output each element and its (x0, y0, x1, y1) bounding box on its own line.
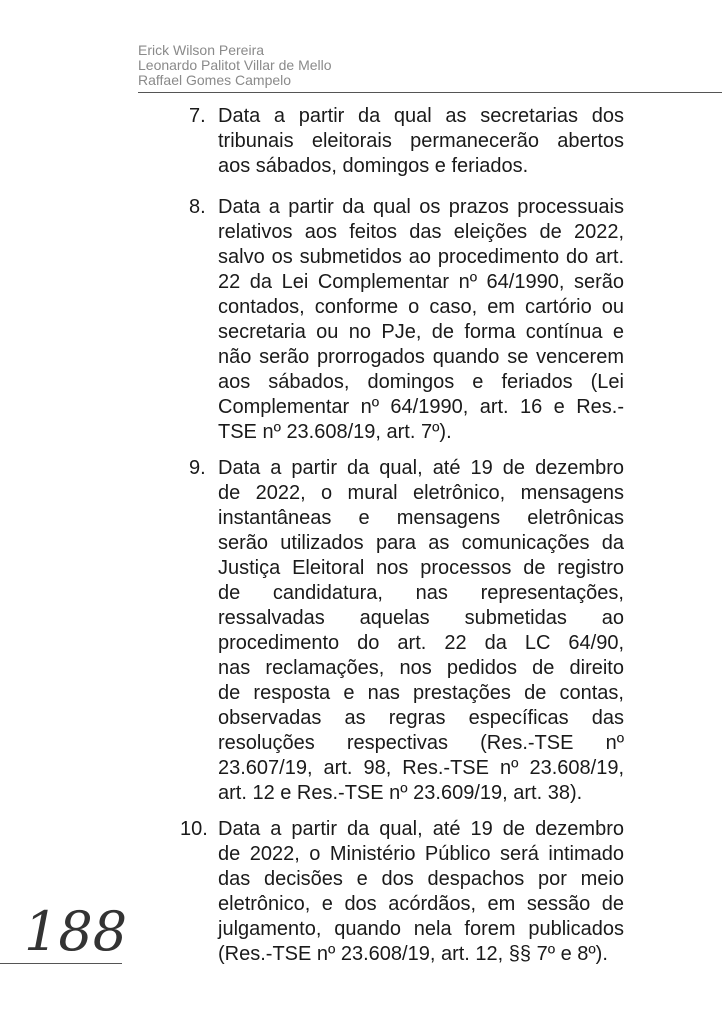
text-line: Data a partir da qual, até 19 de dezembro (218, 818, 624, 840)
item-number: 10. (180, 818, 208, 840)
header-divider (138, 92, 722, 93)
text-line: Data a partir da qual os prazos processuais (218, 196, 624, 218)
item-number: 7. (189, 105, 206, 127)
text-line: 22 da Lei Complementar nº 64/1990, serão (218, 271, 624, 293)
text-line: não serão prorrogados quando se vencerem (218, 346, 624, 368)
author-name: Raffael Gomes Campelo (138, 72, 292, 88)
item-number: 8. (189, 196, 206, 218)
text-line: Data a partir da qual, até 19 de dezembro (218, 457, 624, 479)
text-line: instantâneas e mensagens eletrônicas (218, 507, 624, 529)
text-line: relativos aos feitos das eleições de 2022, (218, 221, 624, 243)
text-line: secretaria ou no PJe, de forma contínua e (218, 321, 624, 343)
text-line: procedimento do art. 22 da LC 64/90, (218, 632, 624, 654)
text-line: contados, conforme o caso, em cartório ou (218, 296, 624, 318)
item-text (218, 456, 624, 806)
text-line: aos sábados, domingos e feriados. (218, 155, 529, 177)
text-line: de resposta e nas prestações de contas, (218, 682, 624, 704)
item-text (218, 104, 624, 179)
text-line: das decisões e dos despachos por meio (218, 868, 624, 890)
text-line: TSE nº 23.608/19, art. 7º). (218, 421, 452, 443)
text-line: (Res.-TSE nº 23.608/19, art. 12, §§ 7º e 8º). (218, 943, 608, 965)
text-line: resoluções respectivas (Res.-TSE nº (218, 732, 624, 754)
text-line: Justiça Eleitoral nos processos de registro (218, 557, 624, 579)
author-name: Erick Wilson Pereira (138, 42, 265, 58)
item-number: 9. (189, 457, 206, 479)
text-line: serão utilizados para as comunicações da (218, 532, 624, 554)
text-line: eletrônico, e dos acórdãos, em sessão de (218, 893, 624, 915)
text-line: salvo os submetidos ao procedimento do art. (218, 246, 624, 268)
text-line: nas reclamações, nos pedidos de direito (218, 657, 624, 679)
page-number: 188 (24, 900, 128, 963)
text-line: 23.607/19, art. 98, Res.-TSE nº 23.608/19, (218, 757, 624, 779)
text-line: observadas as regras específicas das (218, 707, 624, 729)
author-name: Leonardo Palitot Villar de Mello (138, 57, 332, 73)
text-line: de 2022, o Ministério Público será intimado (218, 843, 624, 865)
text-line: art. 12 e Res.-TSE nº 23.609/19, art. 38). (218, 782, 583, 804)
text-line: de 2022, o mural eletrônico, mensagens (218, 482, 624, 504)
text-line: Complementar nº 64/1990, art. 16 e Res.- (218, 396, 624, 418)
text-line: ressalvadas aquelas submetidas ao (218, 607, 624, 629)
text-line: julgamento, quando nela forem publicados (218, 918, 624, 940)
item-text (218, 817, 624, 967)
running-header (138, 43, 332, 88)
text-line: tribunais eleitorais permanecerão abertos (218, 130, 624, 152)
text-line: aos sábados, domingos e feriados (Lei (218, 371, 624, 393)
item-text (218, 195, 624, 445)
footer-divider (0, 963, 122, 964)
text-line: Data a partir da qual as secretarias dos (218, 105, 624, 127)
text-line: de candidatura, nas representações, (218, 582, 624, 604)
